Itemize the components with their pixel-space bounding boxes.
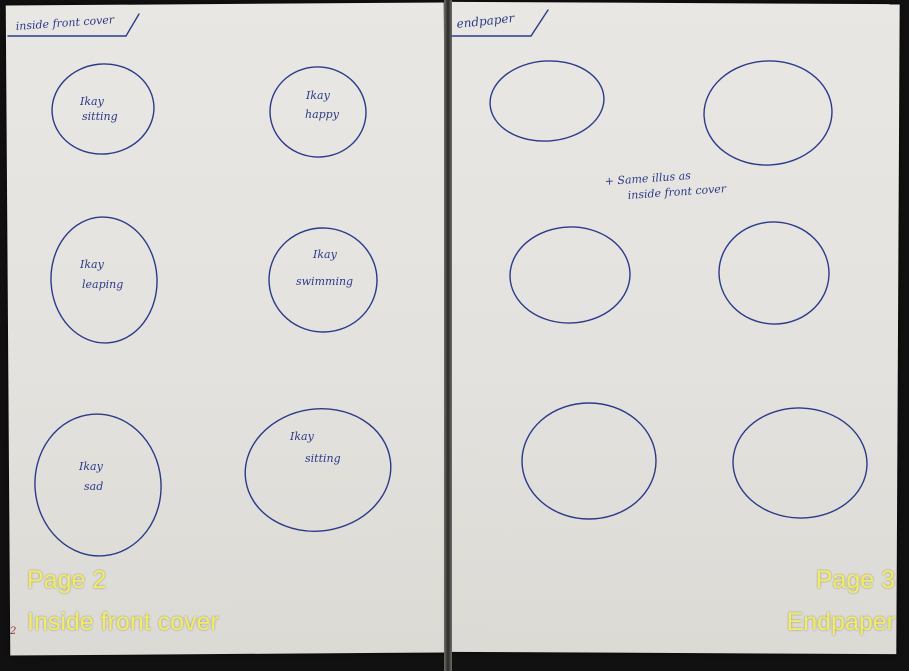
right-tab-label: endpaper <box>455 11 515 31</box>
circle-label: sitting <box>82 110 118 123</box>
note-line: + Same illus as <box>604 169 692 188</box>
left-tab-label: inside front cover <box>15 13 115 33</box>
margin-page-number: 2 <box>10 626 17 637</box>
sketch-circle <box>701 58 834 169</box>
circle-label: Ikay <box>80 258 104 271</box>
circle-label: Ikay <box>80 95 104 108</box>
sketch-circle <box>487 57 606 145</box>
circle-label: leaping <box>82 278 124 291</box>
circle-label: sad <box>84 480 104 493</box>
sketch-circle <box>48 59 159 159</box>
circle-label: swimming <box>296 275 354 288</box>
circle-label: Ikay <box>306 89 330 102</box>
left-caption-page: Page 2 <box>27 566 107 594</box>
sketch-circle <box>731 406 869 521</box>
sketch-circle <box>237 399 399 540</box>
right-caption-page: Page 3 <box>815 566 895 594</box>
circle-label: sitting <box>305 452 341 465</box>
right-caption-title: Endpaper <box>786 608 895 636</box>
circle-label: Ikay <box>290 430 314 443</box>
circle-label: happy <box>305 108 339 121</box>
note-line: inside front cover <box>627 182 727 202</box>
left-caption-title: Inside front cover <box>27 608 219 636</box>
sketch-circle <box>716 219 831 327</box>
sketch-circle <box>522 403 656 519</box>
sketch-circle <box>508 225 631 325</box>
circle-label: Ikay <box>79 460 103 473</box>
circle-label: Ikay <box>313 248 337 261</box>
